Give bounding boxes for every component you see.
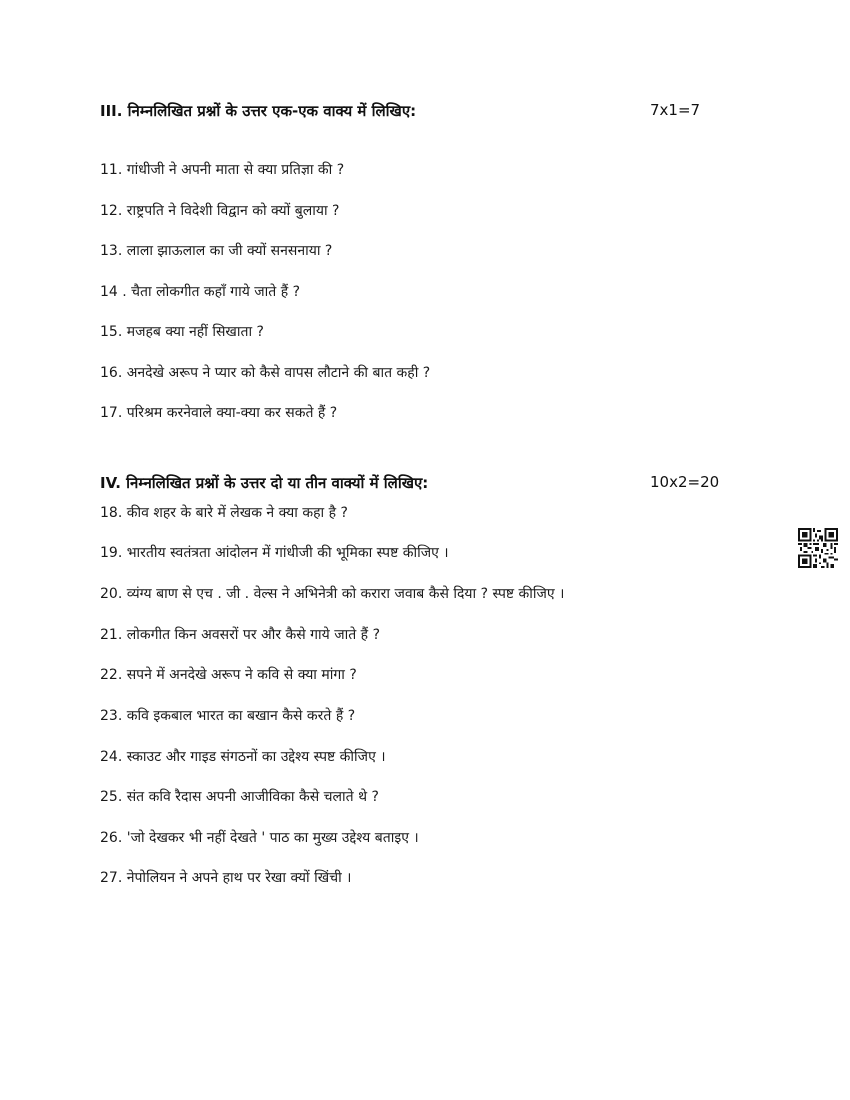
question-17: 17. परिश्रम करनेवाले क्या-क्या कर सकते हैं ? [100,405,338,421]
question-14: 14 . चैता लोकगीत कहाँ गाये जाते हैं ? [100,284,301,300]
question-23: 23. कवि इकबाल भारत का बखान कैसे करते हैं ? [100,708,356,724]
qr-code-icon [798,528,838,568]
question-24: 24. स्काउट और गाइड संगठनों का उद्देश्य स्पष्ट कीजिए । [100,749,386,765]
question-15: 15. मजहब क्या नहीं सिखाता ? [100,324,264,340]
question-12: 12. राष्ट्रपति ने विदेशी विद्वान को क्यों बुलाया ? [100,203,340,219]
question-25: 25. संत कवि रैदास अपनी आजीविका कैसे चलाते थे ? [100,789,379,805]
section-iv-title: IV. निम्नलिखित प्रश्नों के उत्तर दो या तीन वाक्यों में लिखिए: [100,474,429,492]
question-20: 20. व्यंग्य बाण से एच . जी . वेल्स ने अभिनेत्री को करारा जवाब कैसे दिया ? स्पष्ट कीजिए । [100,586,565,602]
section-iii-marks: 7x1=7 [650,101,701,119]
section-iii-title: III. निम्नलिखित प्रश्नों के उत्तर एक-एक वाक्य में लिखिए: [100,102,417,120]
question-16: 16. अनदेखे अरूप ने प्यार को कैसे वापस लौटाने की बात कही ? [100,365,431,381]
question-19: 19. भारतीय स्वतंत्रता आंदोलन में गांधीजी की भूमिका स्पष्ट कीजिए । [100,545,449,561]
question-27: 27. नेपोलियन ने अपने हाथ पर रेखा क्यों खिंची । [100,870,352,886]
question-21: 21. लोकगीत किन अवसरों पर और कैसे गाये जाते हैं ? [100,627,380,643]
question-11: 11. गांधीजी ने अपनी माता से क्या प्रतिज्ञा की ? [100,162,345,178]
section-iv-heading [100,473,730,493]
question-26: 26. 'जो देखकर भी नहीं देखते ' पाठ का मुख्य उद्देश्य बताइए । [100,830,419,846]
question-18: 18. कीव शहर के बारे में लेखक ने क्या कहा है ? [100,505,348,521]
section-iv-marks: 10x2=20 [650,473,720,491]
question-22: 22. सपने में अनदेखे अरूप ने कवि से क्या मांगा ? [100,667,357,683]
question-13: 13. लाला झाऊलाल का जी क्यों सनसनाया ? [100,243,333,259]
section-iii-heading [100,101,730,121]
